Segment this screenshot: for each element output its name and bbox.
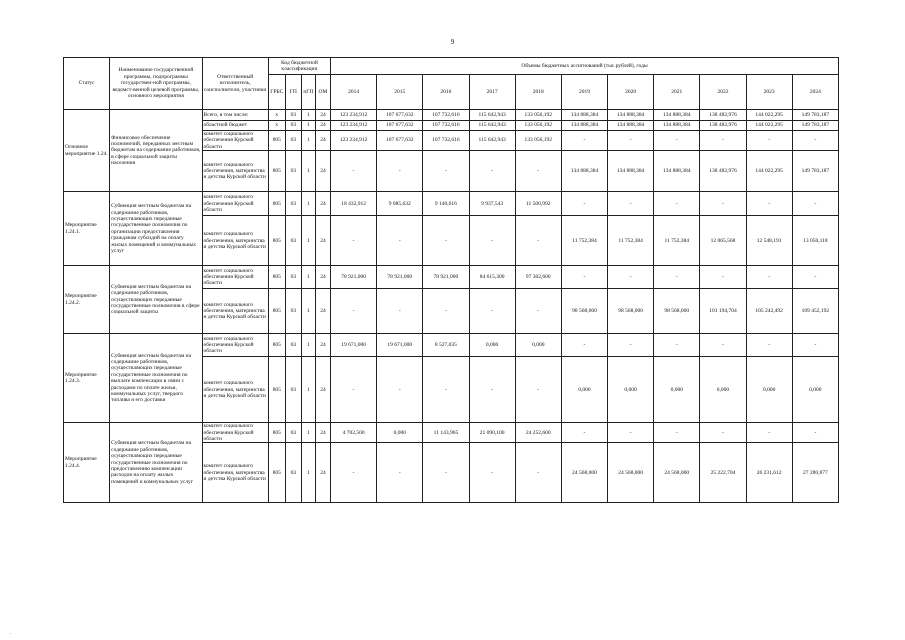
- value-cell-2019: 134 888,384: [561, 110, 607, 121]
- header-budget-code: Код бюджетной классификации: [268, 58, 330, 75]
- value-cell-2018: 0,000: [515, 334, 561, 357]
- header-year-2024: 2024: [792, 75, 838, 110]
- value-cell-2014: 19 671,000: [331, 334, 377, 357]
- value-cell-2021: 0,000: [654, 357, 700, 423]
- header-code-1: ГП: [285, 75, 301, 110]
- value-cell-2024: 0,000: [792, 357, 838, 423]
- om-cell: 24: [315, 266, 330, 289]
- value-cell-2017: 84 615,300: [469, 266, 515, 289]
- value-cell-2017: 9 937,543: [469, 192, 515, 216]
- value-cell-2022: -: [700, 192, 746, 216]
- responsible-cell: комитет социального обеспечения Курской области: [202, 131, 268, 151]
- value-cell-2019: 11 752,384: [561, 216, 607, 266]
- value-cell-2014: -: [331, 357, 377, 423]
- grbs-cell: х: [268, 110, 285, 121]
- value-cell-2019: 24 568,000: [561, 443, 607, 503]
- header-volumes: Объемы бюджетных ассигнований (тыс.рублей), годы: [331, 58, 839, 75]
- value-cell-2020: 134 888,384: [608, 110, 654, 121]
- om-cell: 24: [315, 131, 330, 151]
- value-cell-2015: 107 677,632: [377, 110, 423, 121]
- grbs-cell: 805: [268, 192, 285, 216]
- value-cell-2015: -: [377, 151, 423, 192]
- value-cell-2019: 98 568,000: [561, 289, 607, 334]
- value-cell-2016: 9 140,616: [423, 192, 469, 216]
- value-cell-2019: -: [561, 266, 607, 289]
- status-cell: Мероприятие 1.24.1.: [64, 192, 110, 266]
- value-cell-2020: -: [608, 334, 654, 357]
- responsible-cell: комитет социального обеспечения, материнства и детства Курской области: [202, 151, 268, 192]
- value-cell-2019: -: [561, 131, 607, 151]
- value-cell-2021: -: [654, 423, 700, 443]
- value-cell-2017: -: [469, 216, 515, 266]
- value-cell-2015: -: [377, 443, 423, 503]
- value-cell-2021: -: [654, 334, 700, 357]
- grbs-cell: 805: [268, 357, 285, 423]
- gp-cell: 03: [285, 266, 301, 289]
- status-cell: Мероприятие 1.24.4.: [64, 423, 110, 503]
- responsible-cell: комитет социального обеспечения, материнства и детства Курской области: [202, 443, 268, 503]
- value-cell-2023: 105 242,492: [746, 289, 792, 334]
- value-cell-2022: -: [700, 334, 746, 357]
- value-cell-2015: 107 677,632: [377, 131, 423, 151]
- value-cell-2015: -: [377, 357, 423, 423]
- value-cell-2017: -: [469, 357, 515, 423]
- gp-cell: 03: [285, 110, 301, 121]
- table-row: [64, 192, 839, 216]
- header-year-2022: 2022: [700, 75, 746, 110]
- responsible-cell: комитет социального обеспечения, материнства и детства Курской области: [202, 289, 268, 334]
- value-cell-2023: -: [746, 334, 792, 357]
- gp-cell: 03: [285, 216, 301, 266]
- value-cell-2018: -: [515, 443, 561, 503]
- gp-cell: 03: [285, 443, 301, 503]
- table-header: [64, 58, 839, 110]
- responsible-cell: комитет социального обеспечения, материнства и детства Курской области: [202, 216, 268, 266]
- value-cell-2018: 97 302,600: [515, 266, 561, 289]
- header-year-2015: 2015: [377, 75, 423, 110]
- value-cell-2022: 0,000: [700, 357, 746, 423]
- value-cell-2016: -: [423, 289, 469, 334]
- program-name-cell: Субвенция местным бюджетам на содержание работников, осуществляющих переданные государственные полномочия по выплате компенсации в связи с расходами по оплате жилья, коммунальных услуг, твердого топлива и его доставки: [110, 334, 202, 423]
- pgp-cell: 1: [301, 334, 315, 357]
- value-cell-2018: 24 252,600: [515, 423, 561, 443]
- value-cell-2016: 8 527,035: [423, 334, 469, 357]
- value-cell-2015: -: [377, 216, 423, 266]
- value-cell-2016: -: [423, 216, 469, 266]
- gp-cell: 03: [285, 121, 301, 131]
- value-cell-2014: 4 702,500: [331, 423, 377, 443]
- value-cell-2016: 11 143,965: [423, 423, 469, 443]
- status-cell: Основное мероприятие 1.24.: [64, 110, 110, 192]
- header-year-2017: 2017: [469, 75, 515, 110]
- grbs-cell: 805: [268, 334, 285, 357]
- program-name-cell: Финансовое обеспечение полномочий, переданных местным бюджетам на содержание работников, в сфере социальной защиты населения: [110, 110, 202, 192]
- value-cell-2016: 107 732,616: [423, 110, 469, 121]
- value-cell-2014: -: [331, 443, 377, 503]
- header-year-2021: 2021: [654, 75, 700, 110]
- header-code-3: ОМ: [315, 75, 330, 110]
- value-cell-2020: 0,000: [608, 357, 654, 423]
- value-cell-2021: -: [654, 131, 700, 151]
- value-cell-2023: 0,000: [746, 357, 792, 423]
- pgp-cell: 1: [301, 151, 315, 192]
- pgp-cell: 1: [301, 357, 315, 423]
- value-cell-2014: -: [331, 289, 377, 334]
- value-cell-2023: 26 231,612: [746, 443, 792, 503]
- value-cell-2024: 149 783,187: [792, 121, 838, 131]
- value-cell-2017: -: [469, 289, 515, 334]
- value-cell-2018: 133 056,192: [515, 121, 561, 131]
- value-cell-2017: -: [469, 443, 515, 503]
- value-cell-2018: 133 056,192: [515, 131, 561, 151]
- value-cell-2016: 107 732,616: [423, 121, 469, 131]
- value-cell-2019: -: [561, 334, 607, 357]
- value-cell-2020: -: [608, 423, 654, 443]
- value-cell-2023: 144 022,295: [746, 151, 792, 192]
- value-cell-2020: 11 752,384: [608, 216, 654, 266]
- value-cell-2016: 78 921,000: [423, 266, 469, 289]
- value-cell-2014: -: [331, 151, 377, 192]
- header-status: Статус: [64, 58, 110, 110]
- value-cell-2018: -: [515, 151, 561, 192]
- page-number: 9: [450, 38, 455, 46]
- responsible-cell: комитет социального обеспечения Курской области: [202, 192, 268, 216]
- pgp-cell: 1: [301, 110, 315, 121]
- header-code-0: ГРБС: [268, 75, 285, 110]
- value-cell-2016: -: [423, 151, 469, 192]
- value-cell-2021: -: [654, 192, 700, 216]
- grbs-cell: 805: [268, 131, 285, 151]
- header-year-2019: 2019: [561, 75, 607, 110]
- value-cell-2014: 123 234,912: [331, 110, 377, 121]
- value-cell-2016: 107 732,616: [423, 131, 469, 151]
- grbs-cell: 805: [268, 266, 285, 289]
- header-year-2020: 2020: [608, 75, 654, 110]
- value-cell-2018: -: [515, 216, 561, 266]
- table-row: [64, 110, 839, 121]
- value-cell-2014: 18 432,912: [331, 192, 377, 216]
- responsible-cell: комитет социального обеспечения Курской области: [202, 266, 268, 289]
- value-cell-2016: -: [423, 357, 469, 423]
- value-cell-2020: 98 568,000: [608, 289, 654, 334]
- responsible-cell: комитет социального обеспечения Курской области: [202, 334, 268, 357]
- value-cell-2017: 115 642,943: [469, 131, 515, 151]
- table-body: [64, 110, 839, 503]
- value-cell-2024: -: [792, 423, 838, 443]
- value-cell-2014: -: [331, 216, 377, 266]
- om-cell: 24: [315, 216, 330, 266]
- value-cell-2015: 107 677,632: [377, 121, 423, 131]
- value-cell-2020: 24 568,000: [608, 443, 654, 503]
- value-cell-2023: -: [746, 266, 792, 289]
- grbs-cell: 805: [268, 216, 285, 266]
- value-cell-2021: 134 888,384: [654, 151, 700, 192]
- value-cell-2021: 11 752,384: [654, 216, 700, 266]
- value-cell-2017: 0,000: [469, 334, 515, 357]
- value-cell-2023: -: [746, 192, 792, 216]
- value-cell-2015: 19 671,000: [377, 334, 423, 357]
- value-cell-2019: 134 888,384: [561, 121, 607, 131]
- value-cell-2014: 78 921,000: [331, 266, 377, 289]
- scan-mark: .: [10, 631, 12, 636]
- value-cell-2020: -: [608, 131, 654, 151]
- gp-cell: 03: [285, 357, 301, 423]
- value-cell-2019: 0,000: [561, 357, 607, 423]
- header-name: Наименование государственной программы, подпрограммы государствен-ной программы, ведомст-венной целевой программы, основного мероприятия: [110, 58, 202, 110]
- value-cell-2024: 13 050,118: [792, 216, 838, 266]
- value-cell-2023: 12 548,191: [746, 216, 792, 266]
- responsible-cell: Всего, в том числе:: [202, 110, 268, 121]
- responsible-cell: областной бюджет: [202, 121, 268, 131]
- value-cell-2021: -: [654, 266, 700, 289]
- value-cell-2023: 144 022,295: [746, 121, 792, 131]
- value-cell-2021: 98 568,000: [654, 289, 700, 334]
- status-cell: Мероприятие 1.24.3.: [64, 334, 110, 423]
- value-cell-2017: -: [469, 151, 515, 192]
- value-cell-2024: -: [792, 192, 838, 216]
- om-cell: 24: [315, 151, 330, 192]
- value-cell-2019: -: [561, 423, 607, 443]
- value-cell-2014: 123 234,912: [331, 121, 377, 131]
- value-cell-2017: 21 090,100: [469, 423, 515, 443]
- om-cell: 24: [315, 357, 330, 423]
- grbs-cell: 805: [268, 423, 285, 443]
- value-cell-2022: 138 482,976: [700, 151, 746, 192]
- value-cell-2018: 133 056,192: [515, 110, 561, 121]
- value-cell-2017: 115 642,943: [469, 121, 515, 131]
- value-cell-2022: 101 194,704: [700, 289, 746, 334]
- grbs-cell: 805: [268, 151, 285, 192]
- value-cell-2021: 134 888,384: [654, 121, 700, 131]
- gp-cell: 03: [285, 151, 301, 192]
- value-cell-2018: 11 500,992: [515, 192, 561, 216]
- status-cell: Мероприятие 1.24.2.: [64, 266, 110, 334]
- value-cell-2016: -: [423, 443, 469, 503]
- value-cell-2020: 134 888,384: [608, 121, 654, 131]
- value-cell-2015: 0,000: [377, 423, 423, 443]
- table-row: [64, 266, 839, 289]
- gp-cell: 03: [285, 289, 301, 334]
- value-cell-2015: 9 085,632: [377, 192, 423, 216]
- value-cell-2024: 27 280,877: [792, 443, 838, 503]
- pgp-cell: 1: [301, 443, 315, 503]
- grbs-cell: х: [268, 121, 285, 131]
- gp-cell: 03: [285, 192, 301, 216]
- om-cell: 24: [315, 192, 330, 216]
- header-year-2018: 2018: [515, 75, 561, 110]
- pgp-cell: 1: [301, 289, 315, 334]
- gp-cell: 03: [285, 131, 301, 151]
- header-responsible: Ответственный исполнитель, соисполнители, участники: [202, 58, 268, 110]
- value-cell-2021: 24 568,000: [654, 443, 700, 503]
- value-cell-2024: 109 452,192: [792, 289, 838, 334]
- pgp-cell: 1: [301, 121, 315, 131]
- value-cell-2024: -: [792, 334, 838, 357]
- value-cell-2022: 138 482,976: [700, 121, 746, 131]
- program-name-cell: Субвенция местным бюджетам на содержание работников, осуществляющих переданные государственные полномочия по организации предоставления гражданам субсидий на оплату жилых помещений и коммунальных услуг: [110, 192, 202, 266]
- gp-cell: 03: [285, 334, 301, 357]
- table-row: [64, 423, 839, 443]
- pgp-cell: 1: [301, 423, 315, 443]
- value-cell-2024: 149 783,187: [792, 151, 838, 192]
- responsible-cell: комитет социального обеспечения, материнства и детства Курской области: [202, 357, 268, 423]
- om-cell: 24: [315, 423, 330, 443]
- value-cell-2022: -: [700, 266, 746, 289]
- header-code-2: пГП: [301, 75, 315, 110]
- pgp-cell: 1: [301, 192, 315, 216]
- value-cell-2023: 144 022,295: [746, 110, 792, 121]
- om-cell: 24: [315, 110, 330, 121]
- table-row: [64, 334, 839, 357]
- om-cell: 24: [315, 334, 330, 357]
- value-cell-2018: -: [515, 357, 561, 423]
- value-cell-2020: 134 888,384: [608, 151, 654, 192]
- header-year-2023: 2023: [746, 75, 792, 110]
- value-cell-2020: -: [608, 266, 654, 289]
- value-cell-2021: 134 888,384: [654, 110, 700, 121]
- value-cell-2019: 134 888,384: [561, 151, 607, 192]
- header-year-2014: 2014: [331, 75, 377, 110]
- pgp-cell: 1: [301, 216, 315, 266]
- pgp-cell: 1: [301, 131, 315, 151]
- value-cell-2020: -: [608, 192, 654, 216]
- value-cell-2024: -: [792, 131, 838, 151]
- value-cell-2022: 12 065,568: [700, 216, 746, 266]
- value-cell-2022: -: [700, 131, 746, 151]
- budget-table: [63, 57, 839, 503]
- value-cell-2023: -: [746, 131, 792, 151]
- value-cell-2019: -: [561, 192, 607, 216]
- pgp-cell: 1: [301, 266, 315, 289]
- value-cell-2024: -: [792, 266, 838, 289]
- program-name-cell: Субвенция местным бюджетам на содержание работников, осуществляющих переданные государственные полномочия по предоставлению компенсации расходов на оплату жилых помещений и коммунальных услуг: [110, 423, 202, 503]
- value-cell-2017: 115 642,943: [469, 110, 515, 121]
- value-cell-2014: 123 234,912: [331, 131, 377, 151]
- om-cell: 24: [315, 443, 330, 503]
- om-cell: 24: [315, 289, 330, 334]
- grbs-cell: 805: [268, 289, 285, 334]
- value-cell-2022: 25 222,704: [700, 443, 746, 503]
- value-cell-2015: 78 921,000: [377, 266, 423, 289]
- responsible-cell: комитет социального обеспечения Курской области: [202, 423, 268, 443]
- value-cell-2015: -: [377, 289, 423, 334]
- value-cell-2023: -: [746, 423, 792, 443]
- om-cell: 24: [315, 121, 330, 131]
- program-name-cell: Субвенция местным бюджетам на содержание работников, осуществляющих переданные государственные полномочия в сфере социальной защиты: [110, 266, 202, 334]
- value-cell-2022: -: [700, 423, 746, 443]
- grbs-cell: 805: [268, 443, 285, 503]
- header-year-2016: 2016: [423, 75, 469, 110]
- value-cell-2022: 138 482,976: [700, 110, 746, 121]
- value-cell-2024: 149 783,187: [792, 110, 838, 121]
- gp-cell: 03: [285, 423, 301, 443]
- value-cell-2018: -: [515, 289, 561, 334]
